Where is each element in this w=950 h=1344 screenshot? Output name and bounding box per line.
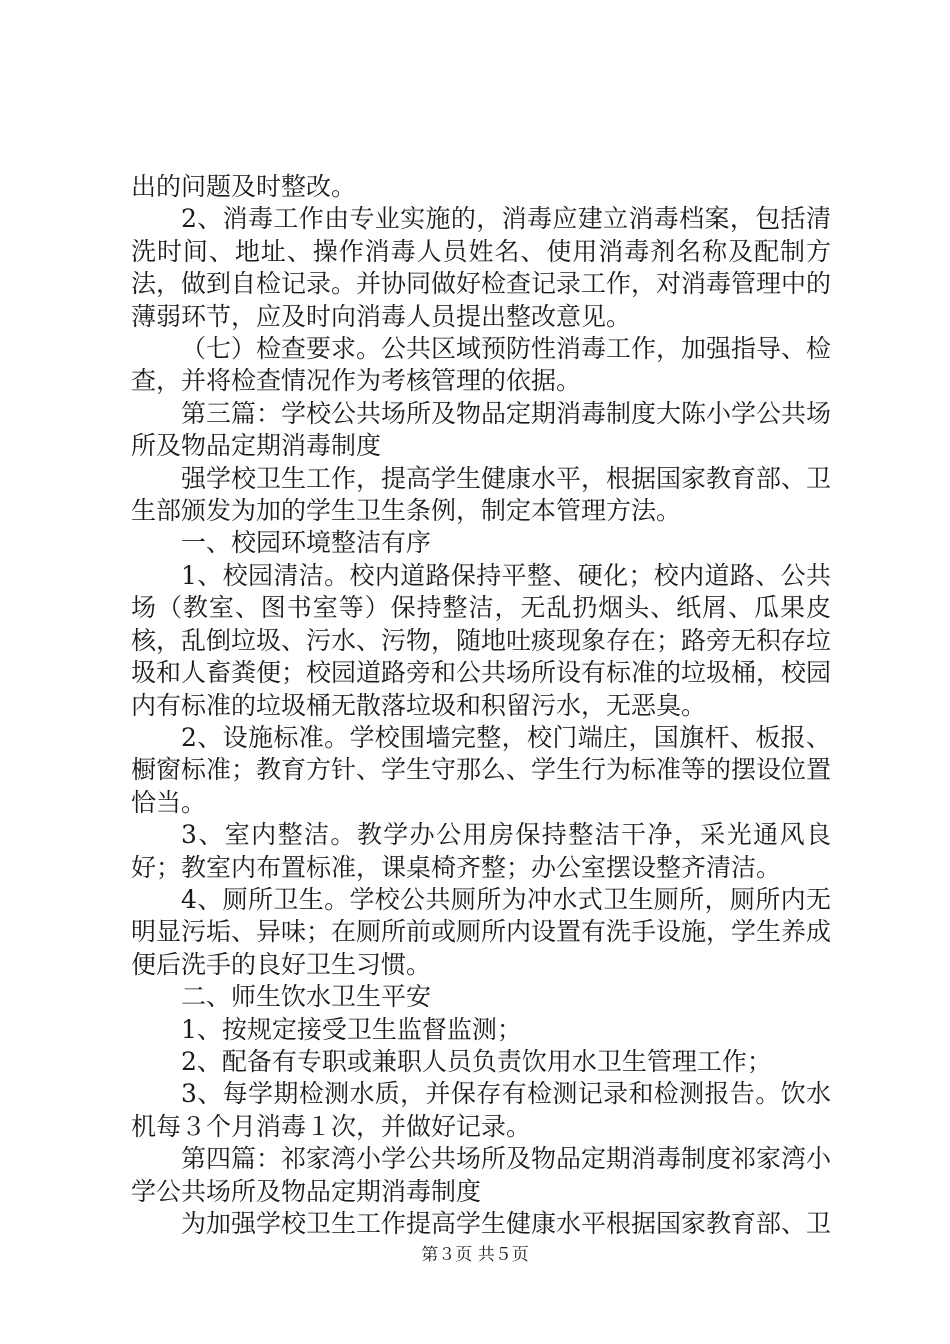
section-heading-3: 第三篇：学校公共场所及物品定期消毒制度大陈小学公共场所及物品定期消毒制度 [131, 398, 832, 461]
paragraph-2: 2、消毒工作由专业实施的，消毒应建立消毒档案，包括清洗时间、地址、操作消毒人员姓名、使用消毒剂名称及配制方法，做到自检记录。并协同做好检查记录工作，对消毒管理中的薄弱环节，应及时向消毒人员提出整改意见。 [131, 204, 832, 331]
paragraph-16: 为加强学校卫生工作提高学生健康水平根据国家教育部、卫 [181, 1209, 832, 1238]
paragraph-13: 2、配备有专职或兼职人员负责饮用水卫生管理工作； [181, 1046, 772, 1076]
subheading-1: 一、校园环境整洁有序 [181, 528, 432, 558]
section-heading-4: 第四篇：祁家湾小学公共场所及物品定期消毒制度祁家湾小学公共场所及物品定期消毒制度 [131, 1144, 832, 1206]
paragraph-12: 1、按规定接受卫生监督监测； [181, 1014, 522, 1044]
paragraph-7: 1、校园清洁。校内道路保持平整、硬化；校内道路、公共场（教室、图书室等）保持整洁，无乱扔烟头、纸屑、瓜果皮核，乱倒垃圾、污水、污物，随地吐痰现象存在；路旁无积存垃圾和人畜粪便；校园道路旁和公共场所设有标准的垃圾桶，校园内有标准的垃圾桶无散落垃圾和积留污水，无恶臭。 [131, 560, 832, 720]
subheading-2: 二、师生饮水卫生平安 [181, 982, 432, 1012]
paragraph-3: （七）检查要求。公共区域预防性消毒工作，加强指导、检查，并将检查情况作为考核管理的依据。 [131, 334, 832, 396]
paragraph-9: 3、室内整洁。教学办公用房保持整洁干净，采光通风良好；教室内布置标准，课桌椅齐整；办公室摆设整齐清洁。 [131, 820, 831, 882]
paragraph-10: 4、厕所卫生。学校公共厕所为冲水式卫生厕所，厕所内无明显污垢、异味；在厕所前或厕所内设置有洗手设施，学生养成便后洗手的良好卫生习惯。 [131, 884, 832, 979]
paragraph-8: 2、设施标准。学校围墙完整，校门端庄，国旗杆、板报、橱窗标准；教育方针、学生守那么、学生行为标准等的摆设位置恰当。 [131, 722, 832, 817]
paragraph-14: 3、每学期检测水质，并保存有检测记录和检测报告。饮水机每３个月消毒１次，并做好记录。 [131, 1079, 831, 1141]
body-text [131, 171, 831, 1240]
paragraph-1: 出的问题及时整改。 [131, 172, 357, 201]
paragraph-5: 强学校卫生工作，提高学生健康水平，根据国家教育部、卫生部颁发为加的学生卫生条例，制定本管理方法。 [131, 463, 832, 526]
page-number-footer: 第３页 共５页 [421, 1245, 529, 1265]
